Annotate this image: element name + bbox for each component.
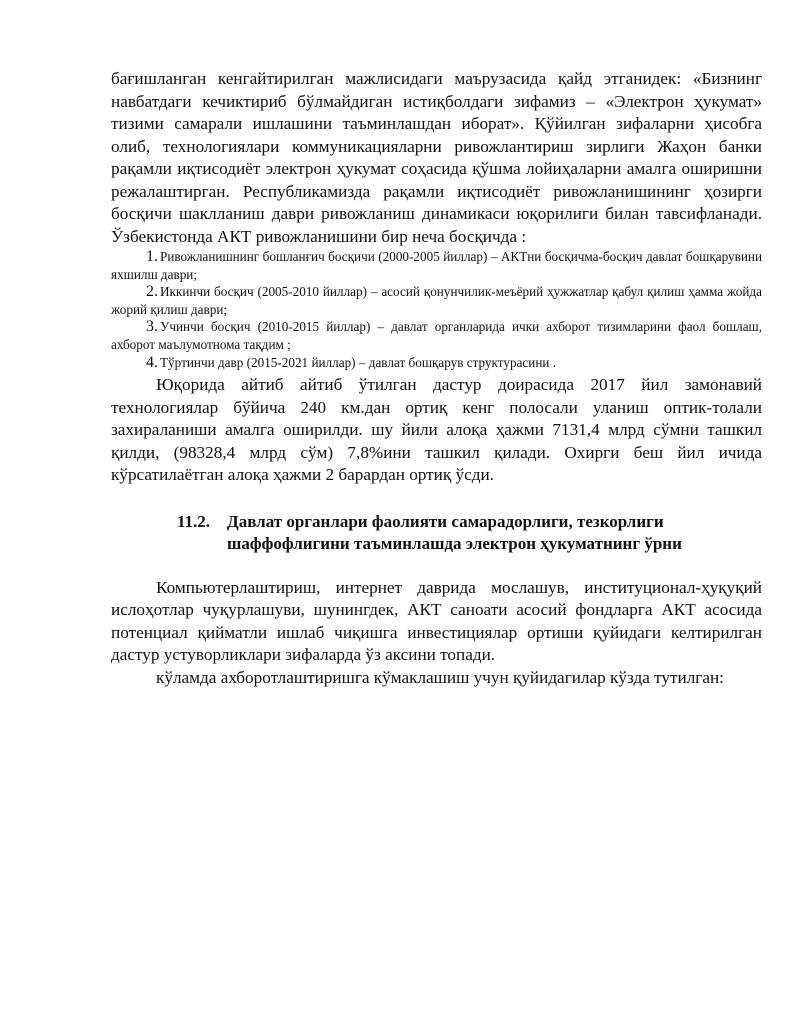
stage-number: 3. <box>146 318 158 336</box>
document-page <box>111 68 762 689</box>
stage-number: 2. <box>146 283 158 301</box>
section-heading <box>111 511 762 556</box>
stage-item-1 <box>111 248 762 283</box>
section-number: 11.2. <box>177 511 211 531</box>
stage-number: 1. <box>146 248 158 265</box>
section-title-line1: Давлат органлари фаолияти самарадорлиги, тезкорлиги <box>227 511 664 531</box>
section-paragraph-2: кўламда ахборотлаштиришга кўмаклашиш учун қуйидагилар кўзда тутилган: <box>156 667 724 687</box>
section-title-line2: шаффофлигини таъминлашда электрон ҳукуматнинг ўрни <box>227 534 682 554</box>
program-paragraph: Юқорида айтиб айтиб ўтилган дастур доирасида 2017 йил замонавий технологиялар бўйича 240 км.дан ортиқ кенг полосали уланиш оптик-толали захираланиши амалга оширилди. шу йили алоқа ҳажми 7131,4 млрд сўмни ташкил қилди, (98328,4 млрд сўм) 7,8%ини ташкил қилади. Охирги беш йил ичида кўрсатилаётган алоқа ҳажми 2 барардан ортиқ ўсди. <box>111 375 762 485</box>
stage-text: Учинчи босқич (2010-2015 йиллар) – давлат органларида ички ахборот тизимларини фаол бошлаш, ахборот маълумотнома тақдим ; <box>111 319 762 352</box>
stage-item-4 <box>111 354 762 372</box>
stage-text: Тўртинчи давр (2015-2021 йиллар) – давлат бошқарув структурасини . <box>160 354 557 370</box>
stage-text: Ривожланишнинг бошланғич босқичи (2000-2005 йиллар) – АКТни босқичма-босқич давлат бошқарувини яхшилш даври; <box>111 249 762 282</box>
stage-text: Иккинчи босқич (2005-2010 йиллар) – асосий қонунчилик-меъёрий ҳужжатлар қабул қилиш ҳамма жойда жорий қилиш даври; <box>111 284 762 317</box>
stage-item-2 <box>111 283 762 318</box>
stage-number: 4. <box>146 353 158 371</box>
spacer <box>111 556 762 577</box>
stage-item-3 <box>111 318 762 353</box>
intro-paragraph: бағишланган кенгайтирилган мажлисидаги маърузасида қайд этганидек: «Бизнинг навбатдаги кечиктириб бўлмайдиган истиқболдаги зифамиз – «Электрон ҳукумат» тизими самарали ишлашини таъминлашдан иборат». Қўйилган зифаларни ҳисобга олиб, технологиялари коммуникацияларни ривожлантириш зирлиги Жаҳон банки рақамли иқтисодиёт электрон ҳукумат соҳасида қўшма лойиҳаларни амалга оширишни режалаштирган. Республикамизда рақамли иқтисодиёт ривожланишининг ҳозирги босқичи шаклланиш даври ривожланиш динамикаси юқорилиги билан тавсифланади. Ўзбекистонда АКТ ривожланишини бир неча босқичда : <box>111 69 762 246</box>
section-paragraph-1: Компьютерлаштириш, интернет даврида мослашув, институционал-ҳуқуқий ислоҳотлар чуқурлашуви, шунингдек, АКТ саноати асосий фондларга АКТ асосида потенциал қийматли ишлаб чиқишга инвестициялар ортиши қуйидаги келтирилган дастур устуворликлари зифаларда ўз аксини топади. <box>111 577 762 665</box>
stages-list <box>111 248 762 371</box>
